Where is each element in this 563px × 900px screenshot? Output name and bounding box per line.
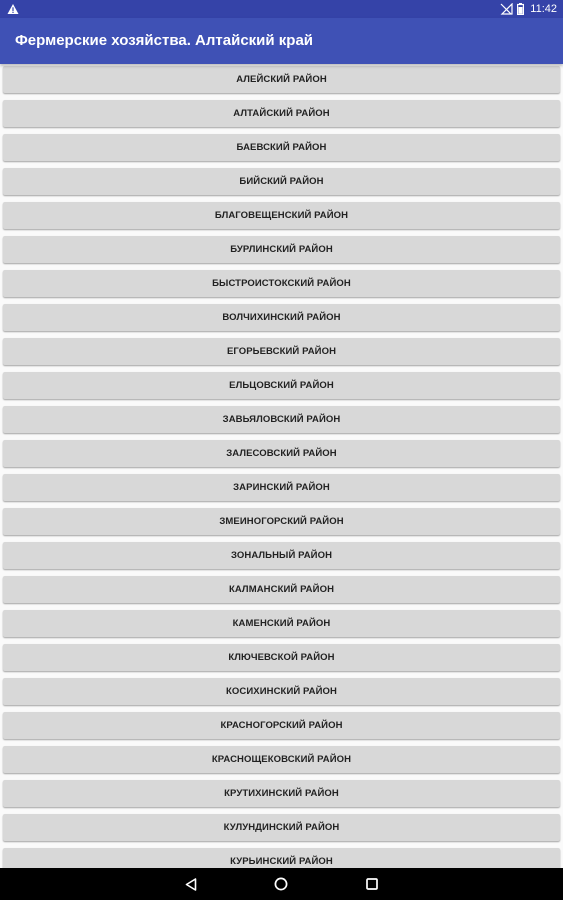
warning-icon <box>7 3 19 15</box>
district-button[interactable]: АЛЕЙСКИЙ РАЙОН <box>3 66 560 93</box>
district-list[interactable] <box>0 64 563 868</box>
app-bar <box>0 18 563 64</box>
district-button[interactable]: КОСИХИНСКИЙ РАЙОН <box>3 678 560 705</box>
battery-icon <box>517 3 524 15</box>
recents-icon <box>366 878 378 890</box>
app-title: Фермерские хозяйства. Алтайский край <box>15 32 314 49</box>
district-button[interactable]: КАЛМАНСКИЙ РАЙОН <box>3 576 560 603</box>
status-clock: 11:42 <box>530 3 557 15</box>
district-button[interactable]: БЫСТРОИСТОКСКИЙ РАЙОН <box>3 270 560 297</box>
district-button[interactable]: БАЕВСКИЙ РАЙОН <box>3 134 560 161</box>
district-button[interactable]: КУЛУНДИНСКИЙ РАЙОН <box>3 814 560 841</box>
district-button[interactable]: ЗМЕИНОГОРСКИЙ РАЙОН <box>3 508 560 535</box>
district-button[interactable]: БЛАГОВЕЩЕНСКИЙ РАЙОН <box>3 202 560 229</box>
district-button[interactable]: ВОЛЧИХИНСКИЙ РАЙОН <box>3 304 560 331</box>
district-button[interactable]: БИЙСКИЙ РАЙОН <box>3 168 560 195</box>
district-button[interactable]: БУРЛИНСКИЙ РАЙОН <box>3 236 560 263</box>
district-button[interactable]: ЗАРИНСКИЙ РАЙОН <box>3 474 560 501</box>
district-button[interactable]: ЗОНАЛЬНЫЙ РАЙОН <box>3 542 560 569</box>
district-button[interactable]: КЛЮЧЕВСКОЙ РАЙОН <box>3 644 560 671</box>
district-button[interactable]: КРУТИХИНСКИЙ РАЙОН <box>3 780 560 807</box>
district-button[interactable]: ЗАВЬЯЛОВСКИЙ РАЙОН <box>3 406 560 433</box>
status-icons <box>500 0 557 18</box>
district-button[interactable]: КРАСНОЩЕКОВСКИЙ РАЙОН <box>3 746 560 773</box>
navigation-bar <box>0 868 563 900</box>
status-bar <box>0 0 563 18</box>
signal-off-icon <box>500 3 513 15</box>
home-icon <box>274 877 288 891</box>
district-button[interactable]: АЛТАЙСКИЙ РАЙОН <box>3 100 560 127</box>
back-icon <box>185 878 197 891</box>
back-button[interactable] <box>171 868 211 900</box>
district-button[interactable]: КРАСНОГОРСКИЙ РАЙОН <box>3 712 560 739</box>
district-button[interactable]: ЗАЛЕСОВСКИЙ РАЙОН <box>3 440 560 467</box>
district-button[interactable]: КУРЬИНСКИЙ РАЙОН <box>3 848 560 868</box>
district-button[interactable]: КАМЕНСКИЙ РАЙОН <box>3 610 560 637</box>
district-button[interactable]: ЕЛЬЦОВСКИЙ РАЙОН <box>3 372 560 399</box>
recents-button[interactable] <box>352 868 392 900</box>
home-button[interactable] <box>261 868 301 900</box>
district-button[interactable]: ЕГОРЬЕВСКИЙ РАЙОН <box>3 338 560 365</box>
